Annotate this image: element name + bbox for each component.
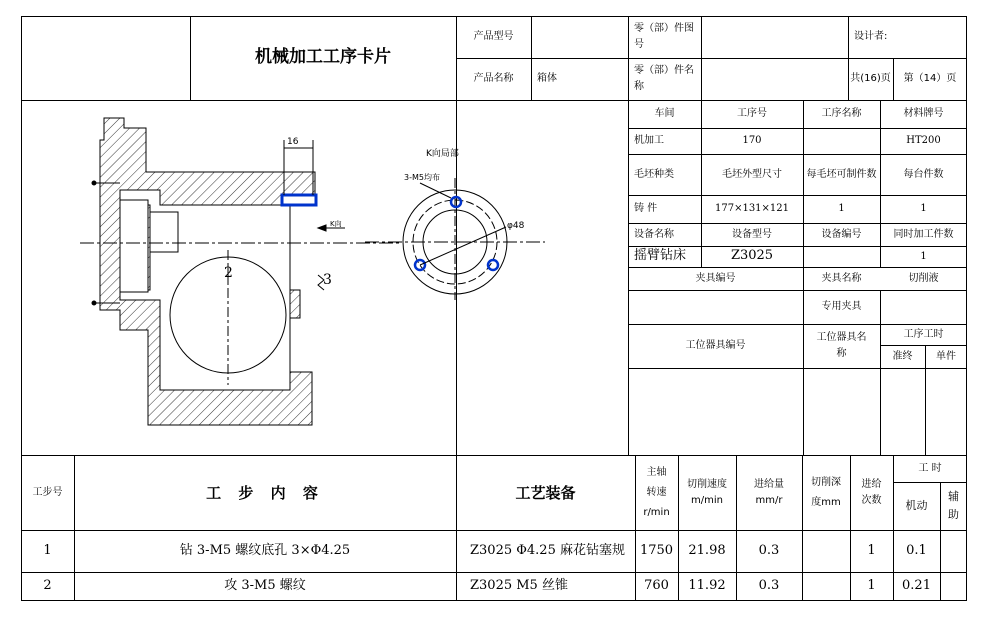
material-value: HT200: [906, 135, 941, 146]
col-step-no: 工步号: [32, 486, 63, 498]
col-time: 工 时: [918, 462, 942, 474]
row2-equipment: Z3025 M5 丝锥: [470, 577, 568, 593]
col-cutting-speed: 切削速度m/min: [687, 478, 727, 506]
equip-model-value: Z3025: [730, 248, 774, 264]
material-label: 材料牌号: [903, 108, 944, 119]
row2-aux-time: [940, 572, 967, 600]
blank-type-label: 毛坯种类: [634, 168, 674, 180]
op-no-label: 工序号: [737, 108, 767, 119]
op-no-value: 170: [742, 135, 762, 146]
coolant-label: 切削液: [908, 272, 939, 284]
col-machine-time: 机动: [905, 499, 928, 513]
part-name-value: [701, 58, 848, 100]
col-equipment: 工艺装备: [515, 483, 576, 502]
row2-passes: 1: [867, 577, 876, 593]
row1-passes: 1: [867, 542, 876, 558]
col-spindle-speed: 主轴转速r/min: [643, 466, 670, 518]
simultaneous-value: 1: [920, 250, 927, 262]
fixture-name-value: 专用夹具: [821, 301, 862, 312]
station-tool-name-label: 工位器具名称: [816, 332, 867, 359]
col-aux-time: 辅助: [948, 490, 959, 521]
row1-equipment: Z3025 Φ4.25 麻花钻塞规: [470, 542, 625, 558]
workshop-value: 机加工: [634, 135, 664, 146]
part-name-label: 零（部）件名称: [634, 65, 694, 92]
equip-no-value: [803, 246, 880, 267]
col-depth: 切削深度mm: [811, 476, 841, 508]
col-passes: 进给次数: [861, 478, 882, 506]
op-hours-label: 工序工时: [903, 328, 944, 340]
row2-step-no: 2: [43, 577, 52, 593]
dim-16-label: 16: [287, 137, 299, 147]
row1-aux-time: [940, 530, 967, 572]
station-tool-no-label: 工位器具编号: [685, 340, 746, 351]
col-feed: 进给量mm/r: [754, 478, 784, 506]
designer-label: 设计者:: [854, 31, 888, 42]
product-model-value: [531, 16, 628, 58]
row1-step-no: 1: [43, 542, 52, 558]
product-name-label: 产品名称: [473, 73, 514, 84]
dia-48-label: φ48: [507, 221, 525, 231]
equip-name-value: 摇臂钻床: [634, 248, 687, 264]
parts-per-machine-value: 1: [920, 203, 927, 214]
row2-content: 攻 3-M5 螺纹: [224, 577, 306, 593]
fixture-name-label: 夹具名称: [821, 272, 862, 284]
part-drawing-value: [701, 16, 848, 58]
row1-content: 钻 3-M5 螺纹底孔 3×Φ4.25: [179, 542, 351, 558]
row1-spindle-speed: 1750: [639, 542, 674, 558]
page-title: 机械加工工序卡片: [255, 47, 391, 68]
row2-depth: [802, 572, 850, 600]
k-view-title: K向局部: [426, 149, 459, 159]
row2-feed: 0.3: [758, 577, 780, 593]
row2-spindle-speed: 760: [644, 577, 669, 593]
col-content: 工 步 内 容: [206, 483, 324, 502]
k-direction-label: K向: [330, 220, 342, 228]
row1-depth: [802, 530, 850, 572]
workshop-label: 车间: [654, 108, 675, 119]
mark-3: 3: [323, 272, 332, 288]
row2-machine-time: 0.21: [902, 577, 931, 593]
blank-size-label: 毛坯外型尺寸: [722, 168, 782, 180]
parts-per-machine-label: 每台件数: [903, 168, 944, 180]
row1-feed: 0.3: [758, 542, 780, 558]
product-model-label: 产品型号: [473, 31, 514, 42]
section-view-drawing: [80, 118, 400, 425]
row1-cutting-speed: 21.98: [688, 542, 726, 558]
total-pages: 共(16)页: [850, 73, 891, 84]
fixture-no-label: 夹具编号: [695, 272, 736, 284]
equip-model-label: 设备型号: [732, 228, 772, 240]
part-drawing-label: 零（部）件图号: [634, 23, 694, 50]
op-name-label: 工序名称: [821, 108, 862, 119]
product-name-value: 箱体: [537, 73, 557, 84]
quasi-end-label: 准终: [892, 350, 913, 362]
hole-note: 3-M5均布: [404, 173, 440, 182]
page-number: 第（14）页: [903, 73, 957, 84]
blank-type-value: 铸 件: [634, 203, 658, 214]
row1-machine-time: 0.1: [906, 542, 927, 558]
mark-2: 2: [224, 265, 233, 281]
simultaneous-label: 同时加工件数: [893, 228, 954, 240]
parts-per-blank-value: 1: [838, 203, 845, 214]
row2-cutting-speed: 11.92: [688, 577, 726, 593]
blank-size-value: 177×131×121: [714, 203, 790, 214]
op-name-value: [803, 128, 880, 154]
equip-no-label: 设备编号: [821, 228, 862, 240]
equip-name-label: 设备名称: [634, 228, 674, 240]
unit-time-label: 单件: [936, 350, 956, 362]
k-view-drawing: [365, 178, 545, 300]
parts-per-blank-label: 每毛坯可制件数: [806, 168, 877, 180]
